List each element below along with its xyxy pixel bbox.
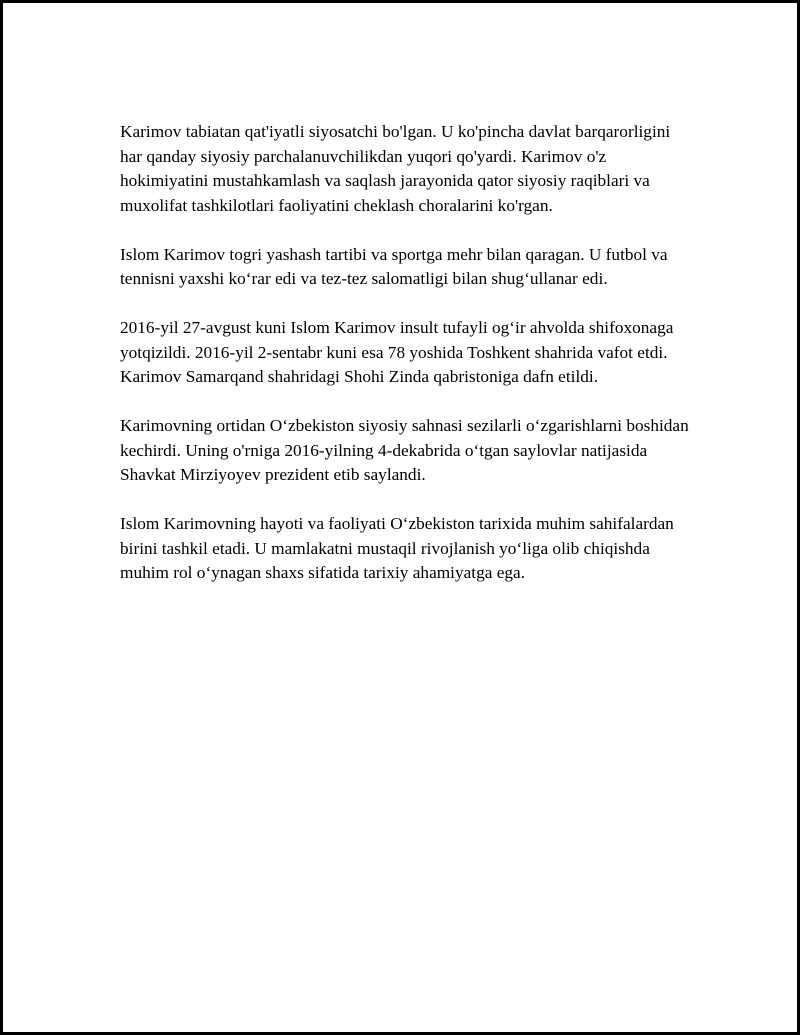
paragraph: Karimov tabiatan qat'iyatli siyosatchi bo'lgan. U ko'pincha davlat barqarorligini har qanday siyosiy parchalanuvchilikdan yuqori qo'yardi. Karimov o'z hokimiyatini mustahkamlash va saqlash jarayonida qator siyosiy raqiblari va muxolifat tashkilotlari faoliyatini cheklash choralarini ko'rgan. [120,122,671,215]
paragraph: 2016-yil 27-avgust kuni Islom Karimov insult tufayli og‘ir ahvolda shifoxonaga yotqizildi. 2016-yil 2-sentabr kuni esa 78 yoshida Toshkent shahrida vafot etdi. Karimov Samarqand shahridagi Shohi Zinda qabristoniga dafn etildi. [120,318,674,386]
paragraph: Karimovning ortidan O‘zbekiston siyosiy sahnasi sezilarli o‘zgarishlarni boshidan kechirdi. Uning o'rniga 2016-yilning 4-dekabrida o‘tgan saylovlar natijasida Shavkat Mirziyoyev prezident etib saylandi. [120,416,689,484]
paragraph: Islom Karimovning hayoti va faoliyati O‘zbekiston tarixida muhim sahifalardan birini tashkil etadi. U mamlakatni mustaqil rivojlanish yo‘liga olib chiqishda muhim rol o‘ynagan shaxs sifatida tarixiy ahamiyatga ega. [120,514,674,582]
paragraph: Islom Karimov togri yashash tartibi va sportga mehr bilan qaragan. U futbol va tennisni yaxshi ko‘rar edi va tez-tez salomatligi bilan shug‘ullanar edi. [120,244,668,288]
document-body [120,120,690,610]
